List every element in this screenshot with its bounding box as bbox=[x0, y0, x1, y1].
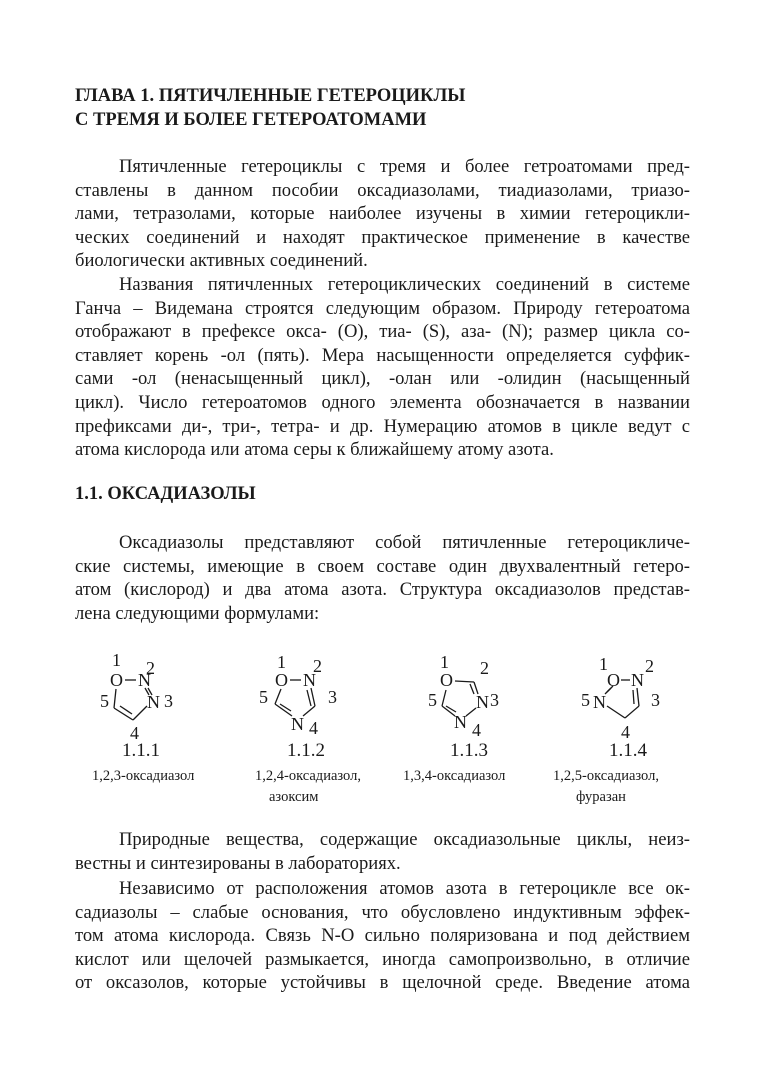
position-label: 1 bbox=[112, 650, 121, 670]
text-line: Независимо от расположения атомов азота в гетероцикле все ок- bbox=[119, 878, 690, 899]
atom-label: N bbox=[291, 714, 304, 734]
chapter-title-line-1: ГЛАВА 1. ПЯТИЧЛЕННЫЕ ГЕТЕРОЦИКЛЫ bbox=[75, 86, 466, 106]
atom-label: N bbox=[147, 692, 160, 712]
text-line: лена следующими формулами: bbox=[75, 602, 320, 624]
bond bbox=[307, 690, 311, 706]
atom-label: N bbox=[303, 670, 316, 690]
structure-1-2-4-oxadiazole bbox=[255, 648, 405, 748]
position-label: 5 bbox=[428, 690, 437, 710]
position-label: 4 bbox=[621, 722, 630, 742]
text-line: префиксами ди-, три-, тетра- и др. Нумерацию атомов в цикле ведут с bbox=[75, 415, 690, 437]
atom-label: O bbox=[440, 670, 453, 690]
position-label: 2 bbox=[645, 656, 654, 676]
properties-paragraph bbox=[75, 877, 690, 995]
bond bbox=[470, 684, 474, 694]
formula-name: 1,2,4-оксадиазол, bbox=[255, 768, 361, 784]
section-title: 1.1. ОКСАДИАЗОЛЫ bbox=[75, 484, 256, 504]
text-line: ские системы, имеющие в своем составе один двухвалентный гетеро- bbox=[75, 555, 690, 577]
text-line: кислот или щелочей размыкается, иногда самопроизвольно, в отличие bbox=[75, 948, 690, 970]
bond bbox=[133, 706, 147, 720]
position-label: 3 bbox=[164, 691, 173, 711]
formula-number: 1.1.1 bbox=[122, 740, 160, 761]
text-line: отображают в префексе окса- (О), тиа- (S), аза- (N); размер цикла со- bbox=[75, 321, 690, 343]
position-label: 3 bbox=[651, 690, 660, 710]
formula-1-1-1 bbox=[90, 648, 240, 818]
atom-label: N bbox=[454, 712, 467, 732]
atom-label: O bbox=[607, 670, 620, 690]
text-line: сами -ол (ненасыщенный цикл), -олан или -олидин (насыщенный bbox=[75, 368, 690, 390]
atom-label: O bbox=[110, 670, 123, 690]
formula-name: 1,2,5-оксадиазол, bbox=[553, 768, 659, 784]
position-label: 3 bbox=[490, 690, 499, 710]
text-line: Названия пятичленных гетероциклических соединений в системе bbox=[119, 274, 690, 295]
position-label: 4 bbox=[130, 723, 139, 743]
position-label: 5 bbox=[259, 687, 268, 707]
text-line: атома кислорода или атома серы к ближайшему атому азота. bbox=[75, 439, 554, 461]
position-label: 1 bbox=[440, 652, 449, 672]
chapter-title-line-2: С ТРЕМЯ И БОЛЕЕ ГЕТЕРОАТОМАМИ bbox=[75, 110, 427, 130]
formula-number: 1.1.4 bbox=[609, 740, 647, 761]
chapter-title bbox=[75, 84, 695, 132]
position-label: 4 bbox=[309, 718, 318, 738]
bond bbox=[633, 690, 634, 704]
position-label: 2 bbox=[146, 658, 155, 678]
formula-number: 1.1.3 bbox=[450, 740, 488, 761]
structure-1-2-5-oxadiazole bbox=[573, 648, 723, 748]
oxadiazole-paragraph bbox=[75, 531, 690, 625]
position-label: 4 bbox=[472, 720, 481, 740]
position-label: 3 bbox=[328, 687, 337, 707]
position-label: 1 bbox=[277, 652, 286, 672]
bond bbox=[311, 688, 315, 706]
bond bbox=[114, 689, 116, 708]
bond bbox=[625, 706, 639, 718]
formula-name-alt: фуразан bbox=[576, 789, 626, 805]
text-line: цикл). Число гетероатомов одного элемента обозначается в названии bbox=[75, 391, 690, 413]
structure-1-2-3-oxadiazole bbox=[90, 648, 240, 748]
text-line: садиазолы – слабые основания, что обусловлено индуктивным эффек- bbox=[75, 901, 690, 923]
formula-name: 1,3,4-оксадиазол bbox=[403, 768, 506, 784]
bond bbox=[637, 688, 639, 706]
atom-label: O bbox=[275, 670, 288, 690]
atom-label: N bbox=[631, 670, 644, 690]
position-label: 1 bbox=[599, 654, 608, 674]
formula-name-alt: азоксим bbox=[269, 789, 319, 805]
text-line: том атома кислорода. Связь N-O сильно поляризована и под действием bbox=[75, 925, 690, 947]
atom-label: N bbox=[138, 670, 151, 690]
text-line: биологически активных соединений. bbox=[75, 250, 368, 272]
text-line: ставлены в данном пособии оксадиазолами, тиадиазолами, триазо- bbox=[75, 179, 690, 201]
bond bbox=[280, 704, 291, 711]
atom-label: N bbox=[476, 692, 489, 712]
bond bbox=[114, 708, 133, 720]
position-label: 2 bbox=[313, 656, 322, 676]
formula-name: 1,2,3-оксадиазол bbox=[92, 768, 195, 784]
text-line: ческих соединений и находят практическое применение в качестве bbox=[75, 226, 690, 248]
intro-paragraph bbox=[75, 155, 690, 273]
formula-1-1-2 bbox=[255, 648, 405, 818]
text-line: от оксазолов, которые устойчивы в щелочной среде. Введение атома bbox=[75, 972, 690, 994]
text-line: Оксадиазолы представляют собой пятичленные гетероцикличе- bbox=[119, 532, 690, 553]
text-line: Пятичленные гетероциклы с тремя и более гетроатомами пред- bbox=[119, 156, 690, 177]
bond bbox=[466, 708, 476, 716]
bond bbox=[275, 689, 281, 704]
text-line: вестны и синтезированы в лабораториях. bbox=[75, 852, 401, 874]
naming-paragraph bbox=[75, 273, 690, 462]
bond bbox=[455, 681, 474, 682]
bond bbox=[446, 706, 456, 712]
text-line: атом (кислород) и два атома азота. Структура оксадиазолов представ- bbox=[75, 579, 690, 601]
text-line: Природные вещества, содержащие оксадиазольные циклы, неиз- bbox=[119, 829, 690, 850]
formula-1-1-4 bbox=[553, 648, 723, 818]
bond bbox=[442, 690, 446, 706]
formula-1-1-3 bbox=[403, 648, 568, 818]
text-line: ставляет корень -ол (пять). Мера насыщенности определяется суффик- bbox=[75, 344, 690, 366]
position-label: 5 bbox=[581, 690, 590, 710]
bond bbox=[303, 706, 315, 716]
position-label: 2 bbox=[480, 658, 489, 678]
position-label: 5 bbox=[100, 691, 109, 711]
atom-label: N bbox=[593, 692, 606, 712]
formula-number: 1.1.2 bbox=[287, 740, 325, 761]
text-line: Ганча – Видемана строятся следующим образом. Природу гетероатома bbox=[75, 297, 690, 319]
natural-paragraph bbox=[75, 828, 690, 875]
text-line: лами, тетразолами, которые наиболее изучены в химии гетероцикли- bbox=[75, 203, 690, 225]
bond bbox=[607, 706, 625, 718]
structure-1-3-4-oxadiazole bbox=[418, 648, 568, 748]
